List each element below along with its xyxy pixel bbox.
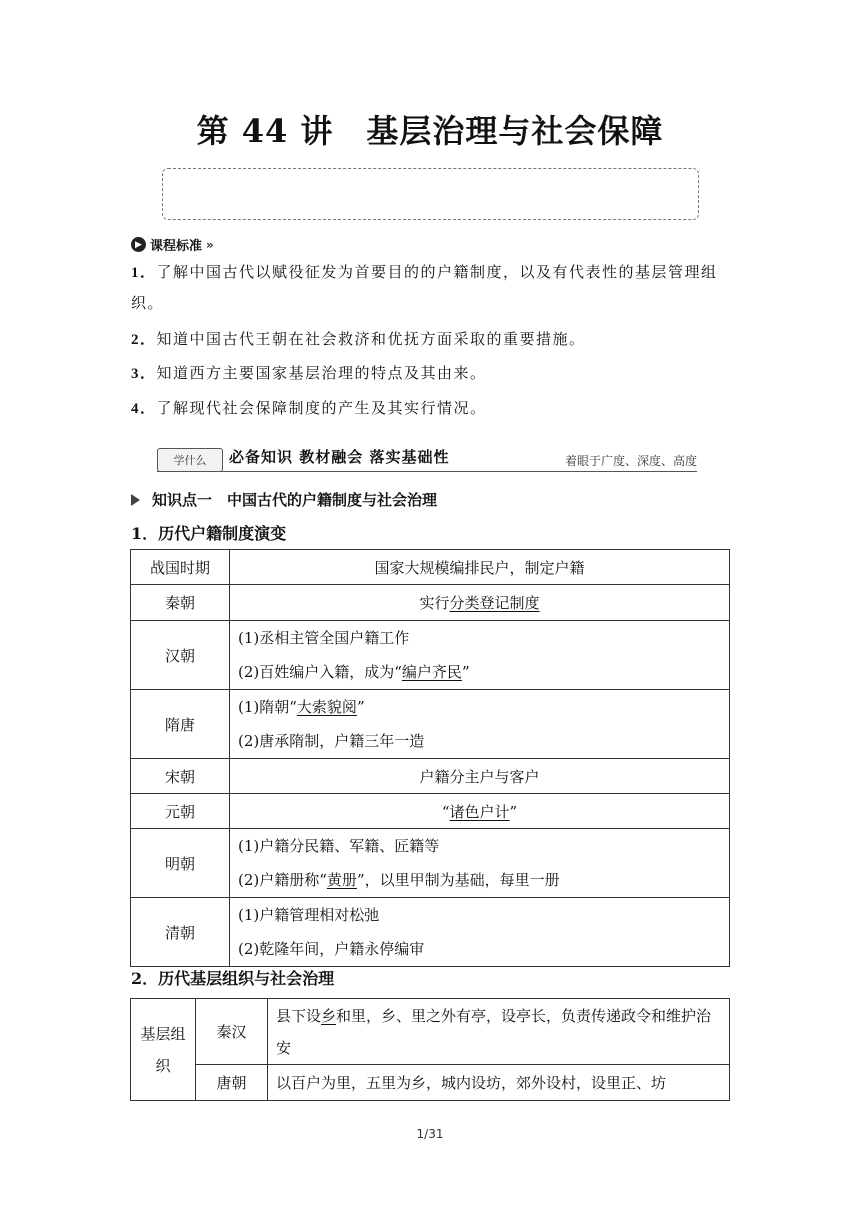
- era-cell: 元朝: [131, 794, 230, 829]
- page-title: 第 44 讲 基层治理与社会保障: [196, 112, 664, 150]
- content-cell: [230, 829, 730, 898]
- era-cell: 战国时期: [131, 550, 230, 585]
- standard-num: 2．: [131, 332, 157, 348]
- table-row: [131, 1065, 730, 1101]
- banner-slogan: 必备知识 教材融会 落实基础性: [229, 448, 450, 466]
- content-line: (1)隋朝“大索貌阅”: [238, 698, 365, 716]
- empty-dashed-box: [162, 168, 699, 220]
- era-cell: 明朝: [131, 829, 230, 898]
- table-row: [131, 829, 730, 898]
- standard-text: 知道西方主要国家基层治理的特点及其由来。: [156, 364, 487, 382]
- standard-num: 3．: [131, 366, 157, 382]
- household-table: [130, 549, 730, 967]
- content-cell: [230, 690, 730, 759]
- standard-text: 知道中国古代王朝在社会救济和优抚方面采取的重要措施。: [156, 330, 586, 348]
- era-cell: 宋朝: [131, 759, 230, 794]
- table-row: [131, 621, 730, 690]
- standards-heading: [131, 235, 214, 254]
- era-cell: 清朝: [131, 898, 230, 967]
- standard-text: 了解现代社会保障制度的产生及其实行情况。: [156, 399, 487, 417]
- standard-item-3: [131, 358, 731, 389]
- table-row: [131, 759, 730, 794]
- banner-note: 着眼于广度、深度、高度: [564, 454, 697, 468]
- content-line: (2)唐承隋制，户籍三年一造: [238, 732, 425, 750]
- content-cell: [230, 621, 730, 690]
- content-cell: 以百户为里，五里为乡，城内设坊，郊外设村，设里正、坊: [268, 1065, 730, 1101]
- banner-divider: [157, 471, 697, 472]
- table-row: [131, 585, 730, 621]
- knowledge-point-heading: [131, 489, 437, 510]
- standards-heading-label: 课程标准: [150, 239, 203, 254]
- content-line: (1)丞相主管全国户籍工作: [238, 629, 410, 647]
- group-cell: 基层组织: [131, 999, 196, 1101]
- content-line: (2)百姓编户入籍，成为“编户齐民”: [238, 663, 470, 681]
- content-cell: “诸色户计”: [230, 794, 730, 829]
- standard-text: 了解中国古代以赋役征发为首要目的的户籍制度，以及有代表性的基层管理组织。: [131, 263, 718, 312]
- content-cell: 户籍分主户与客户: [230, 759, 730, 794]
- era-cell: 秦汉: [196, 999, 268, 1065]
- era-cell: 汉朝: [131, 621, 230, 690]
- content-cell: 县下设乡和里，乡、里之外有亭，设亭长，负责传递政令和维护治安: [268, 999, 730, 1065]
- standard-item-4: [131, 393, 731, 424]
- standard-num: 1．: [131, 265, 157, 281]
- content-cell: 国家大规模编排民户，制定户籍: [230, 550, 730, 585]
- content-cell: 实行分类登记制度: [230, 585, 730, 621]
- content-cell: [230, 898, 730, 967]
- section2-heading: 2．历代基层组织与社会治理: [131, 969, 335, 988]
- banner-logo: 学什么: [157, 448, 223, 472]
- era-cell: 唐朝: [196, 1065, 268, 1101]
- table-row: [131, 999, 730, 1065]
- table-row: [131, 794, 730, 829]
- knowledge-point-label: 知识点一 中国古代的户籍制度与社会治理: [152, 491, 438, 509]
- section-banner: [157, 446, 697, 472]
- era-cell: 秦朝: [131, 585, 230, 621]
- standard-item-2: [131, 324, 731, 355]
- page-number: 1/31: [416, 1127, 444, 1141]
- content-line: (2)户籍册称“黄册”，以里甲制为基础，每里一册: [238, 871, 560, 889]
- standard-item-1: [131, 257, 731, 318]
- play-circle-icon: ▶: [131, 237, 146, 252]
- grassroots-table: [130, 998, 730, 1101]
- triangle-icon: [131, 494, 140, 506]
- content-line: (1)户籍管理相对松弛: [238, 906, 380, 924]
- content-line: (1)户籍分民籍、军籍、匠籍等: [238, 837, 440, 855]
- table-row: [131, 690, 730, 759]
- era-cell: 隋唐: [131, 690, 230, 759]
- table-row: [131, 898, 730, 967]
- content-line: (2)乾隆年间，户籍永停编审: [238, 940, 425, 958]
- table-row: [131, 550, 730, 585]
- standard-num: 4．: [131, 401, 157, 417]
- section1-heading: 1．历代户籍制度演变: [131, 524, 287, 543]
- double-chevron-icon: »: [206, 237, 214, 252]
